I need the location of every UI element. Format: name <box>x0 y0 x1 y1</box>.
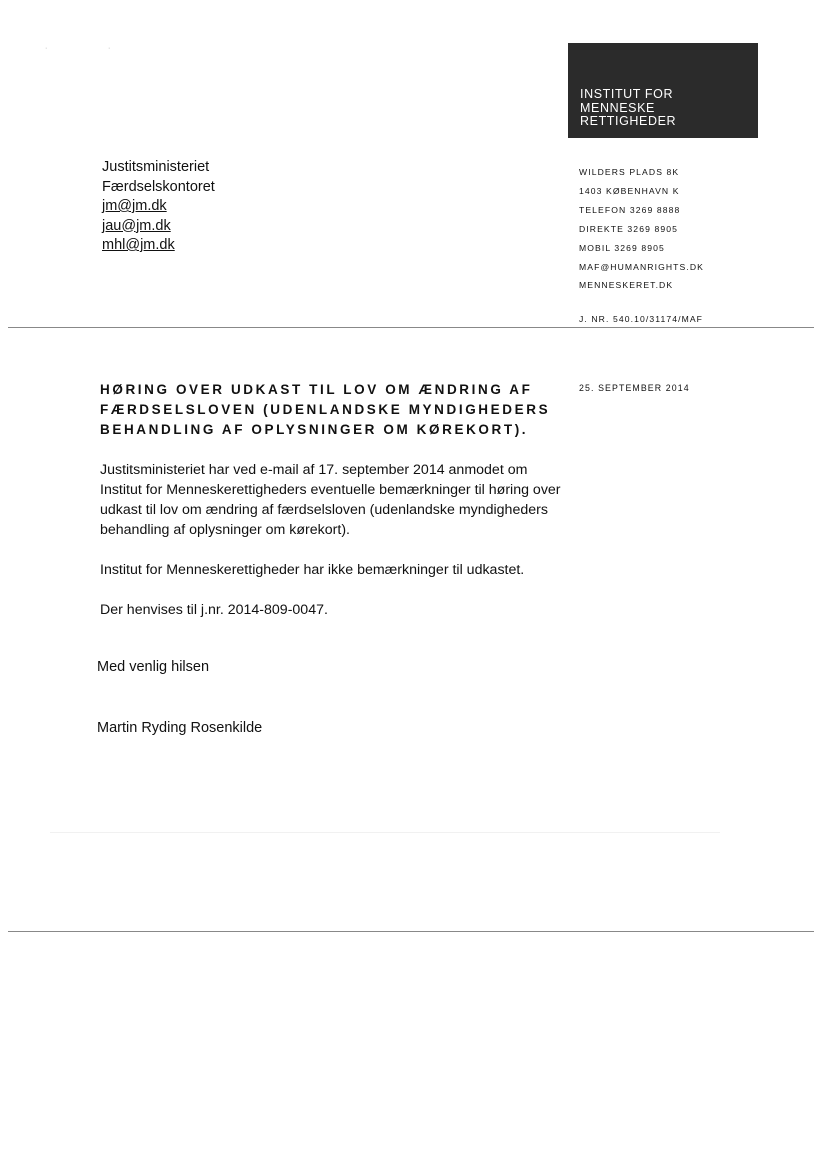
divider-top <box>8 327 814 328</box>
body-paragraph: Der henvises til j.nr. 2014-809-0047. <box>100 602 328 618</box>
letter-body <box>100 460 570 640</box>
logo-line: MENNESKE <box>580 100 655 115</box>
contact-city: 1403 KØBENHAVN K <box>579 185 680 196</box>
contact-direkte: DIREKTE 3269 8905 <box>579 223 678 234</box>
signer-name: Martin Ryding Rosenkilde <box>97 720 263 736</box>
logo-line: RETTIGHEDER <box>580 114 677 128</box>
recipient-block <box>102 158 215 256</box>
journal-number: J. NR. 540.10/31174/MAF <box>579 314 704 324</box>
closing-greeting: Med venlig hilsen <box>97 659 210 675</box>
contact-web: MENNESKERET.DK <box>579 280 674 291</box>
contact-address: WILDERS PLADS 8K <box>579 167 680 177</box>
body-paragraph: Institut for Menneskerettigheder har ikke bemærkninger til udkastet. <box>100 562 525 578</box>
contact-email: MAF@HUMANRIGHTS.DK <box>579 261 704 272</box>
recipient-office: Færdselskontoret <box>102 178 215 195</box>
body-paragraph: Justitsministeriet har ved e-mail af 17. september 2014 anmodet om Institut for Menneskerettigheders eventuelle bemærkninger til høring over udkast til lov om ændring af færdselsloven (udenlandske myndigheders behandling af oplysninger om kørekort). <box>100 462 561 538</box>
institute-logo <box>568 43 758 138</box>
contact-mobil: MOBIL 3269 8905 <box>579 242 665 253</box>
logo-text <box>580 88 676 129</box>
recipient-email-link[interactable]: jau@jm.dk <box>102 217 171 234</box>
contact-telefon: TELEFON 3269 8888 <box>579 204 681 215</box>
sender-contact-block <box>579 163 704 295</box>
logo-line: INSTITUT FOR <box>580 87 674 101</box>
scan-mark: · <box>108 45 111 52</box>
recipient-email-link[interactable]: jm@jm.dk <box>102 198 167 214</box>
divider-bottom <box>8 931 814 932</box>
recipient-name: Justitsministeriet <box>102 159 210 175</box>
letter-heading: HØRING OVER UDKAST TIL LOV OM ÆNDRING AF FÆRDSELSLOVEN (UDENLANDSKE MYNDIGHEDERS BEHANDLING AF OPLYSNINGER OM KØREKORT). <box>100 382 551 437</box>
letter-date: 25. SEPTEMBER 2014 <box>579 383 690 393</box>
scan-mark: · <box>45 45 48 52</box>
faint-scan-line <box>50 832 720 833</box>
recipient-email-link[interactable]: mhl@jm.dk <box>102 237 175 253</box>
